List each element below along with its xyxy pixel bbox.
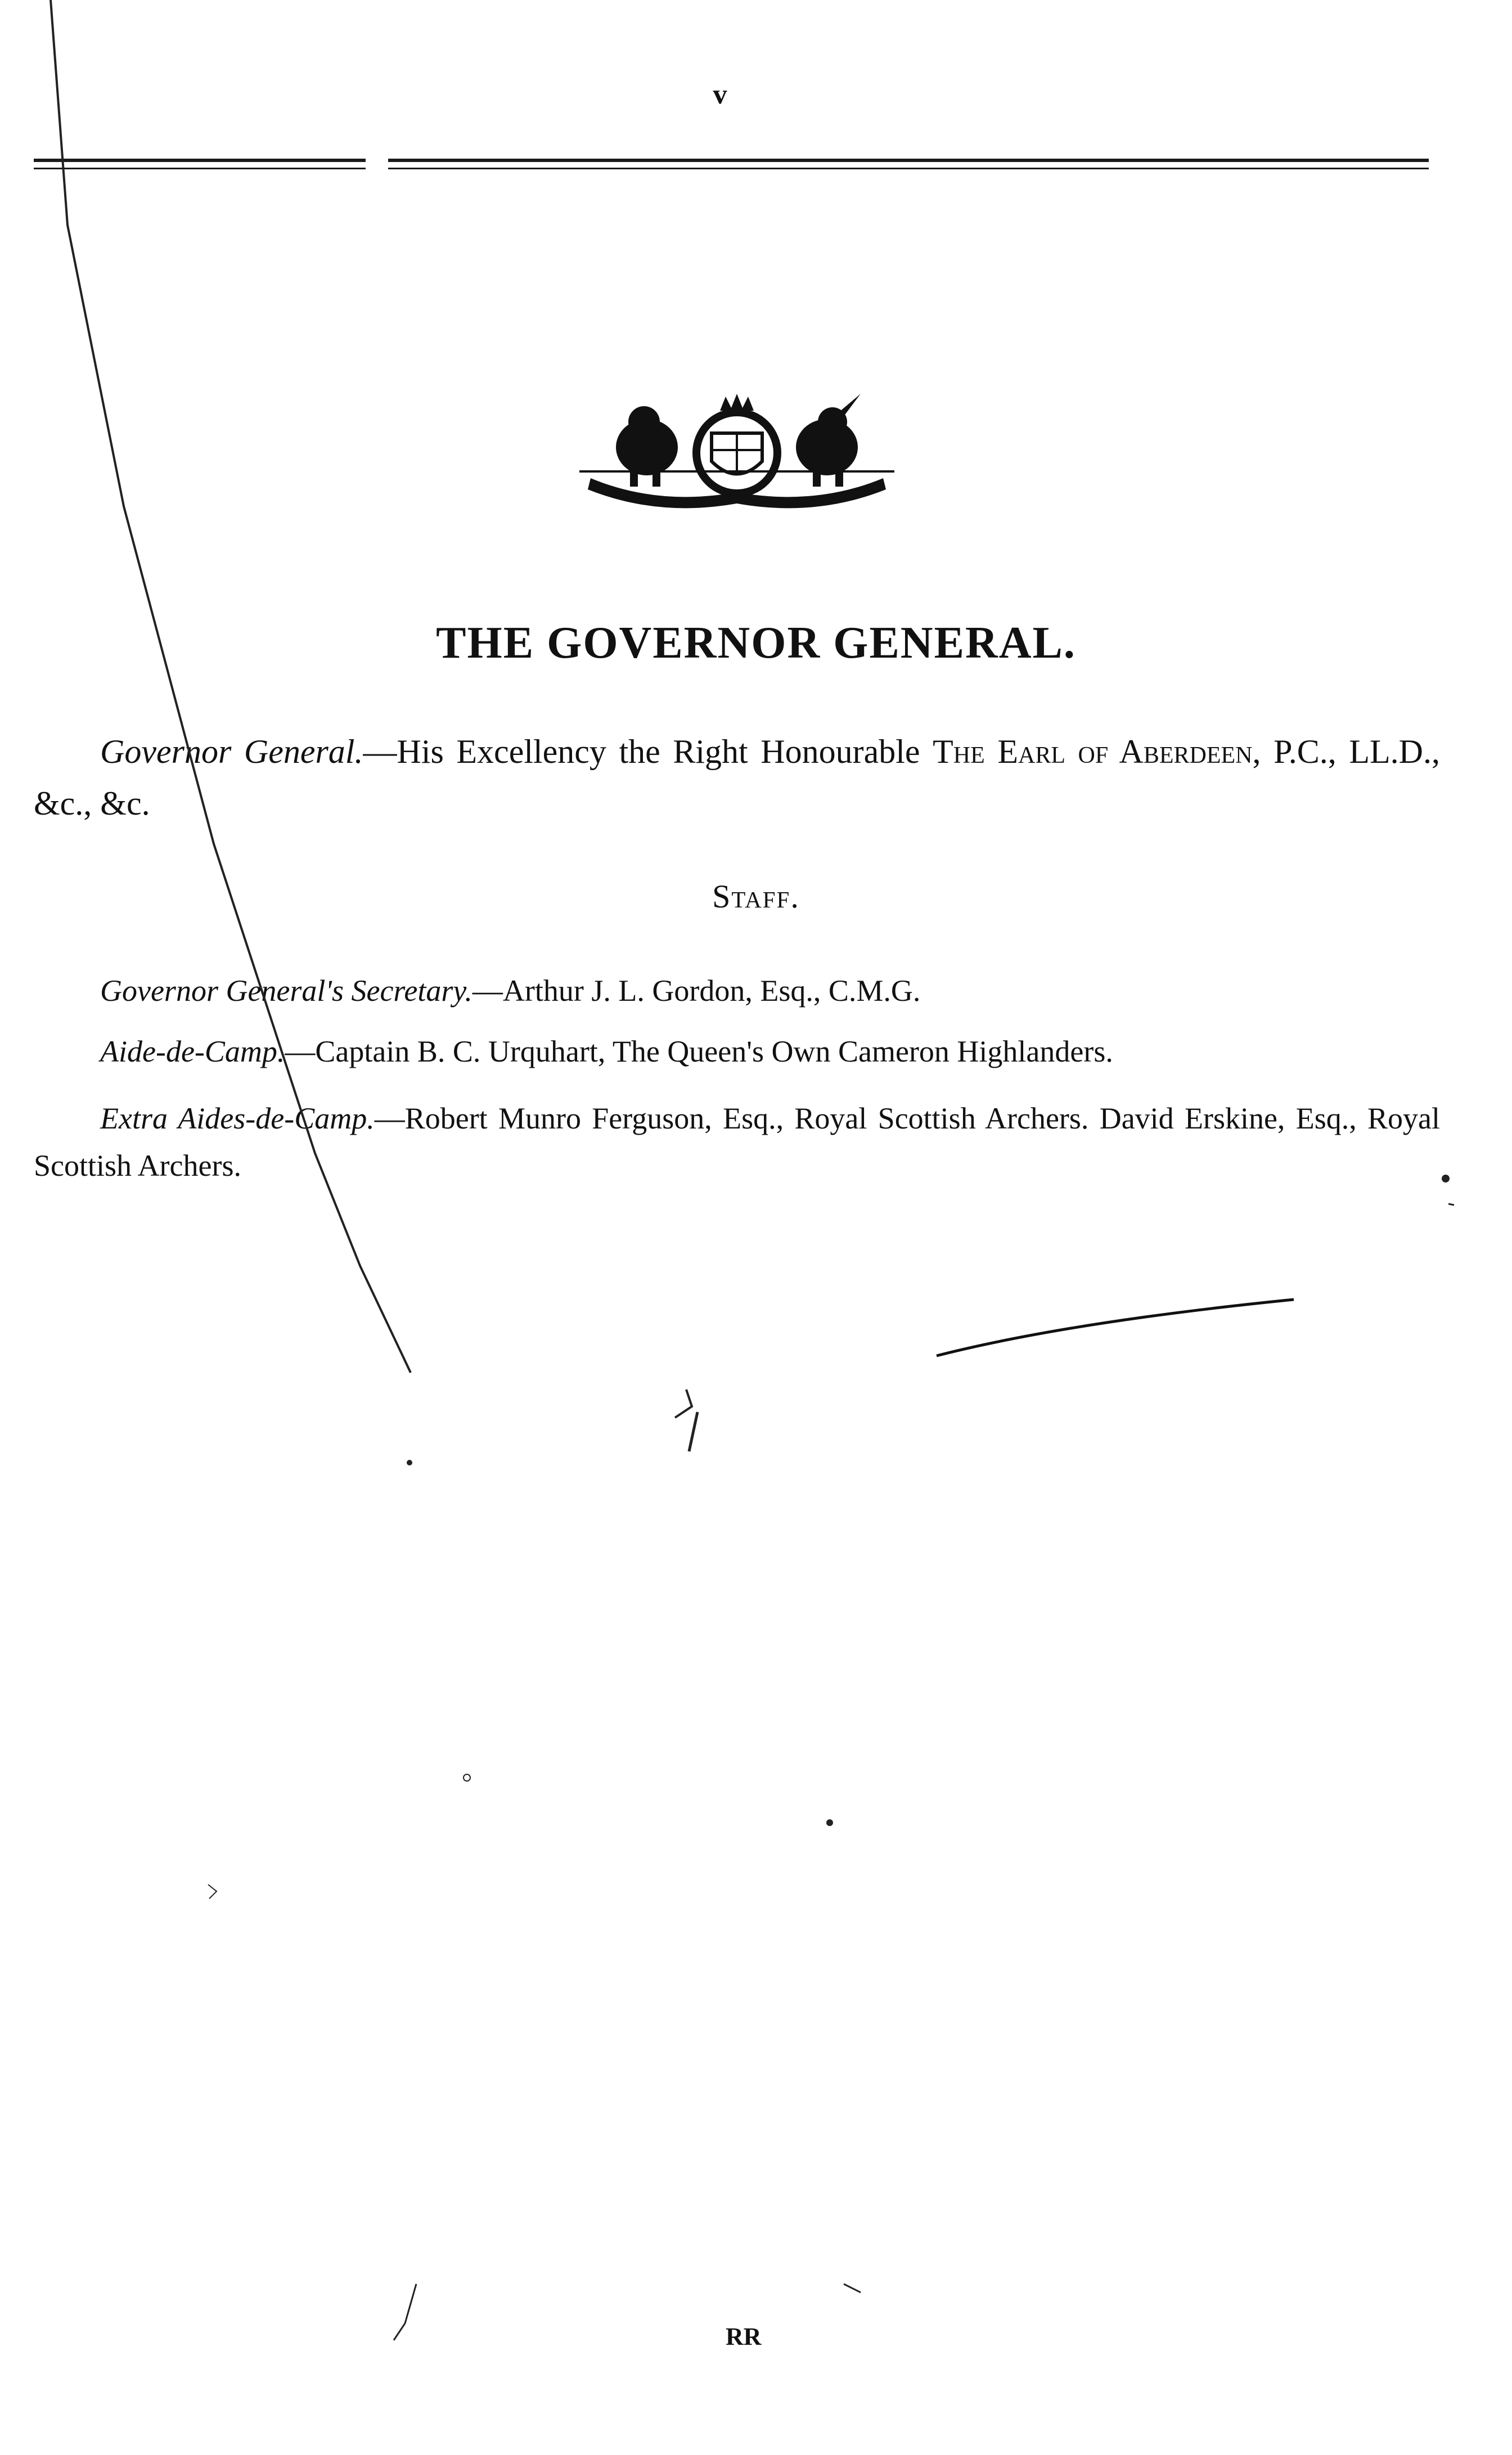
aide-text: —Captain B. C. Urquhart, The Queen's Own Cameron Highlanders.: [285, 1035, 1113, 1068]
staff-entry-extra-aides: [34, 1095, 1440, 1189]
governor-text: —His Excellency the Right Honourable: [363, 733, 933, 770]
governor-label: Governor General.: [100, 733, 363, 770]
signature-mark: RR: [726, 2323, 762, 2350]
secretary-label: Governor General's Secretary.: [100, 974, 472, 1008]
header-rule-thin-right: [388, 168, 1429, 169]
secretary-text: —Arthur J. L. Gordon, Esq., C.M.G.: [472, 974, 921, 1008]
extra-aides-label: Extra Aides-de-Camp.: [100, 1101, 375, 1135]
governor-suffix: P.C., LL.D., &c., &c.: [34, 733, 1441, 822]
royal-coat-of-arms-icon: [579, 394, 894, 523]
header-rule-right: [388, 159, 1429, 162]
page-title: THE GOVERNOR GENERAL.: [436, 618, 1076, 668]
header-rule-left: [34, 159, 366, 162]
governor-name: The Earl of Aberdeen,: [933, 733, 1261, 770]
extra-aides-text: —Robert Munro Ferguson, Esq., Royal Scottish Archers. David Erskine, Esq., Royal Scottish Archers.: [34, 1101, 1441, 1182]
staff-entry-secretary: [34, 965, 1440, 1017]
aide-label: Aide-de-Camp.: [100, 1035, 285, 1068]
header-rule-thin-left: [34, 168, 366, 169]
staff-entry-aide-de-camp: [34, 1026, 1440, 1077]
staff-heading: Staff.: [712, 878, 800, 915]
governor-general-entry: [34, 726, 1440, 829]
page-number: v: [713, 78, 727, 110]
